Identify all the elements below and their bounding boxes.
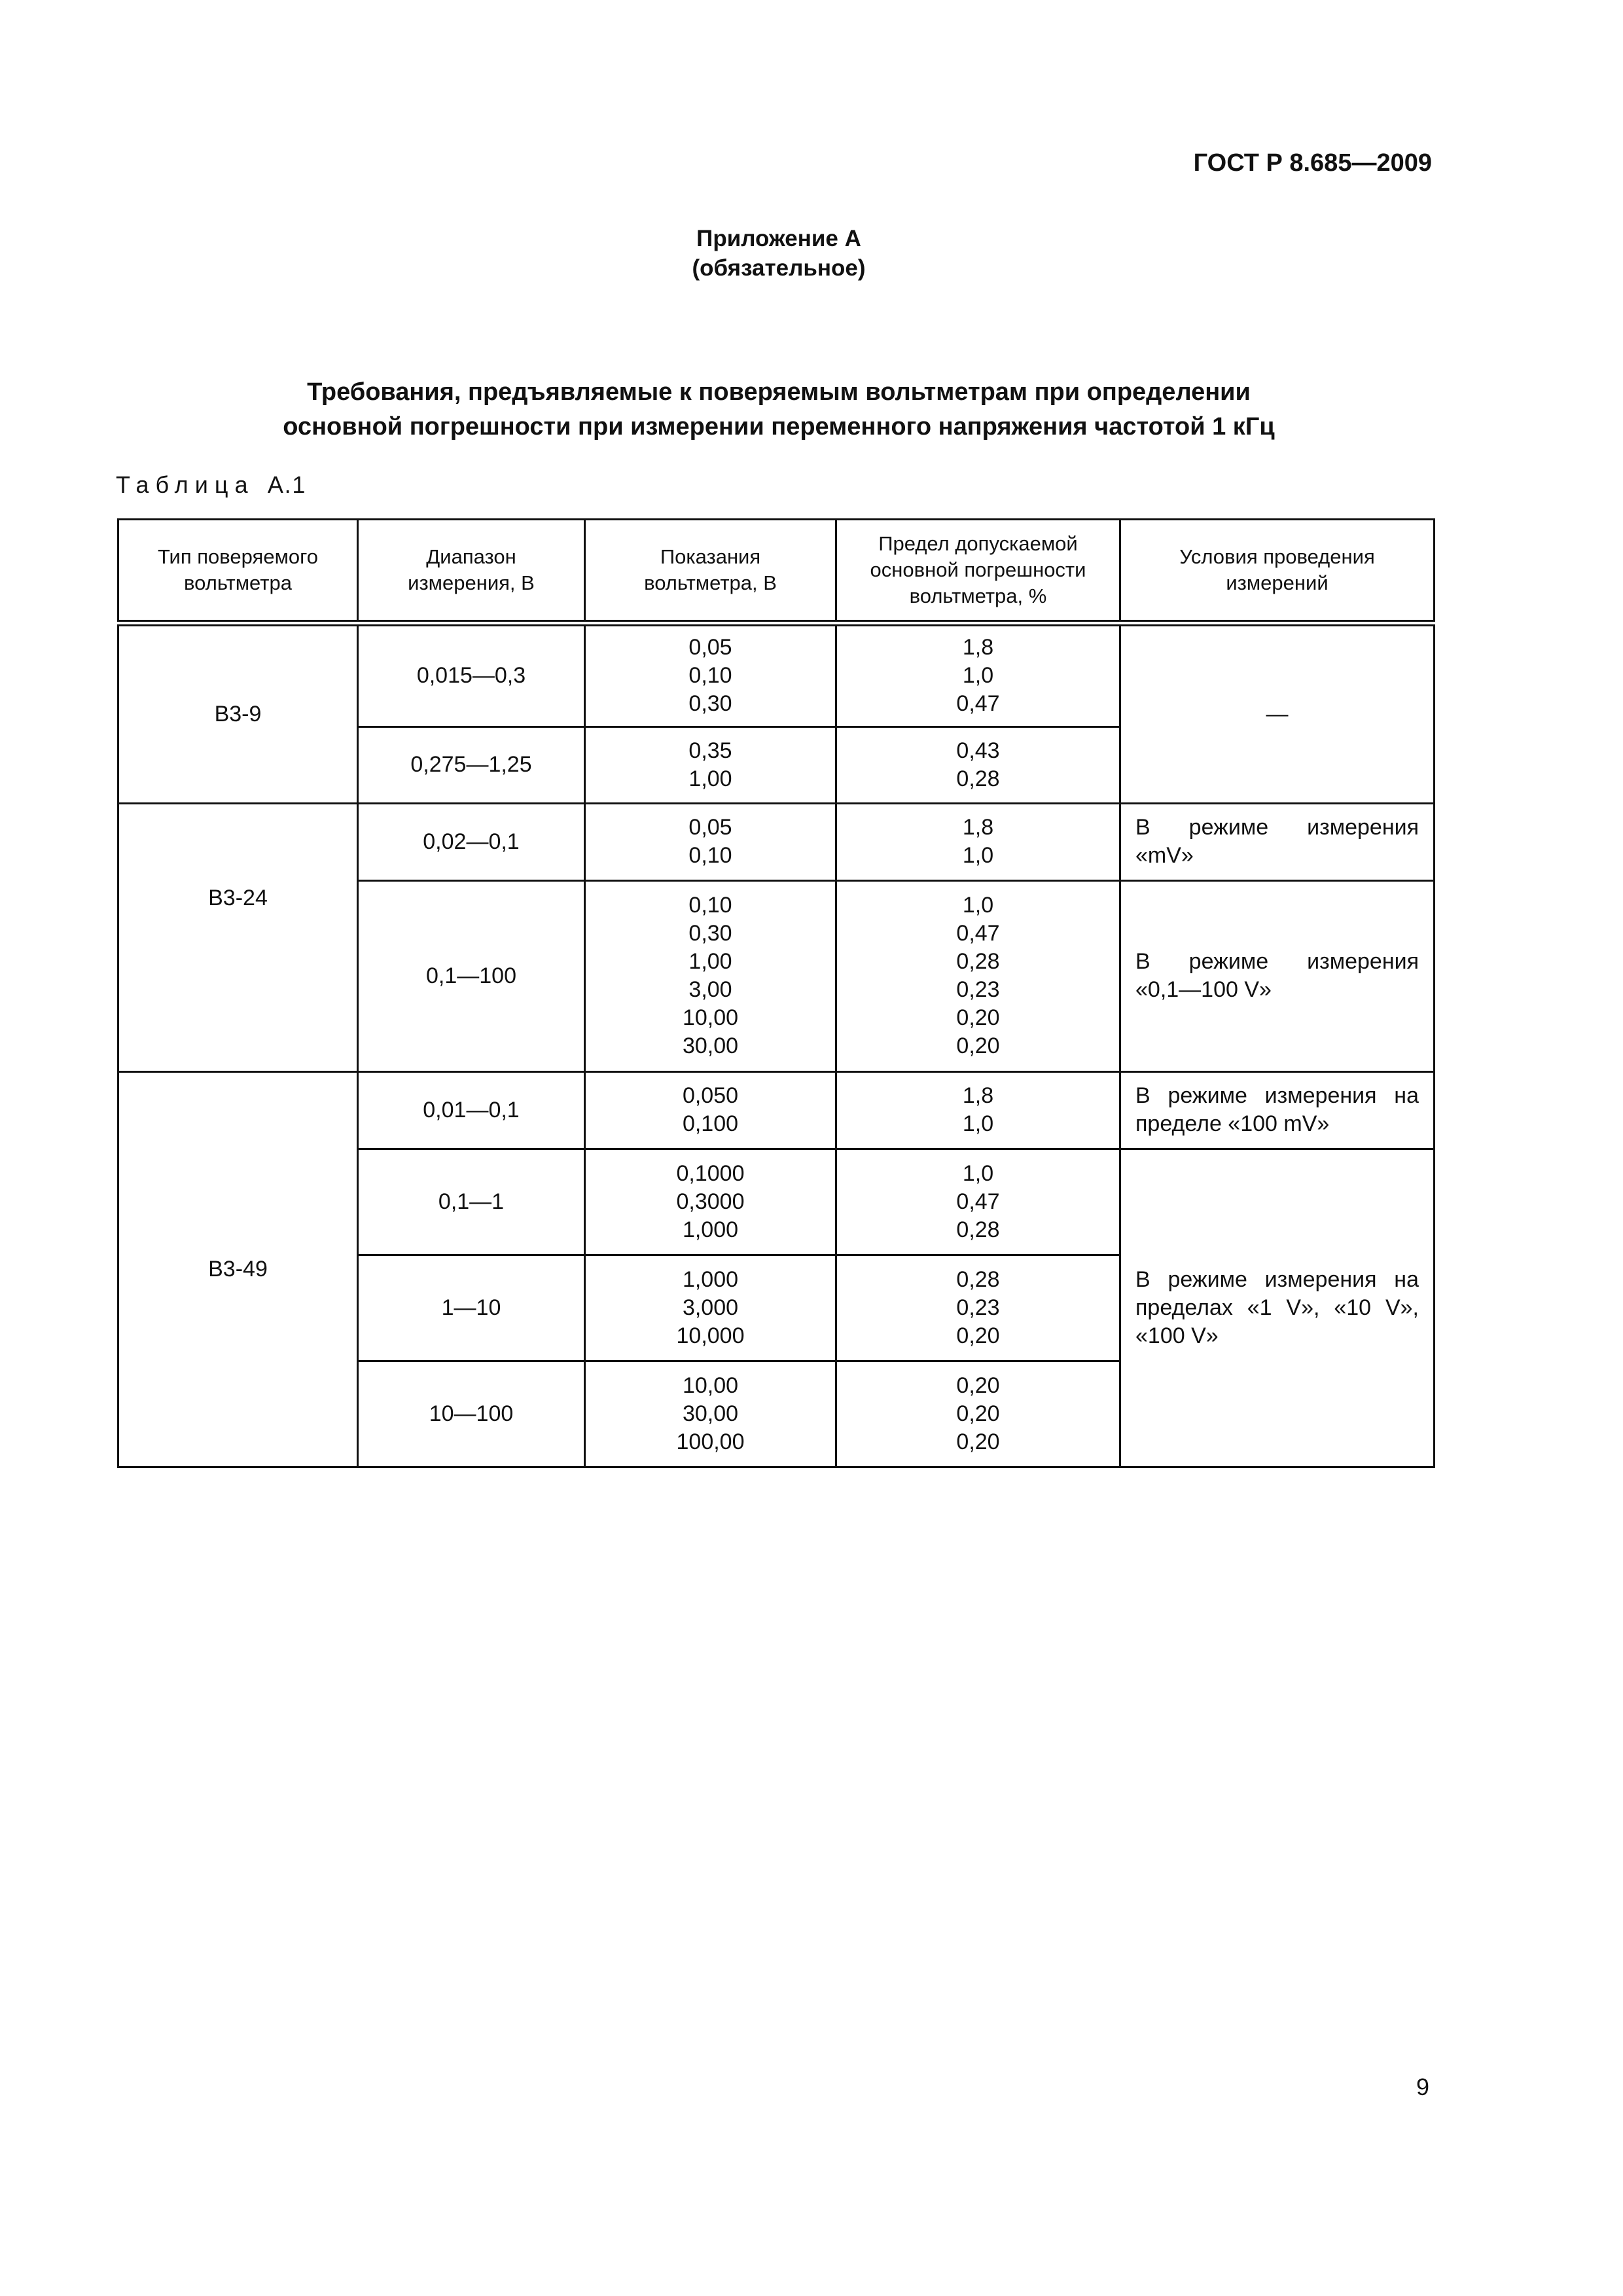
document-title [0, 375, 1558, 444]
table-row [118, 623, 1435, 726]
voltmeter-type-cell: В3-49 [118, 1071, 358, 1467]
table-row [118, 1071, 1435, 1149]
limit-cell: 1,0 0,47 0,28 [836, 1149, 1120, 1255]
table-caption-label: Таблица [116, 471, 255, 498]
limit-cell: 0,20 0,20 0,20 [836, 1361, 1120, 1467]
table-caption-number: А.1 [267, 471, 307, 498]
range-cell: 0,01—0,1 [358, 1071, 585, 1149]
range-cell: 0,1—100 [358, 880, 585, 1071]
document-title-line-1: Требования, предъявляемые к поверяемым вольтметрам при определении [307, 378, 1251, 406]
readings-cell: 0,05 0,10 [585, 803, 836, 880]
appendix-heading [0, 224, 1558, 283]
readings-cell: 1,000 3,000 10,000 [585, 1255, 836, 1361]
limit-cell: 0,43 0,28 [836, 726, 1120, 803]
conditions-cell: В режиме измерения на пределах «1 V», «10 V», «100 V» [1120, 1149, 1435, 1467]
readings-cell: 0,05 0,10 0,30 [585, 623, 836, 726]
conditions-cell: — [1120, 623, 1435, 803]
limit-cell: 1,8 1,0 0,47 [836, 623, 1120, 726]
conditions-cell: В режиме измерения «0,1—100 V» [1120, 880, 1435, 1071]
header-conditions: Условия проведения измерений [1120, 520, 1435, 624]
readings-cell: 0,35 1,00 [585, 726, 836, 803]
range-cell: 0,275—1,25 [358, 726, 585, 803]
table-row [118, 803, 1435, 880]
limit-cell: 1,8 1,0 [836, 803, 1120, 880]
readings-cell: 0,1000 0,3000 1,000 [585, 1149, 836, 1255]
appendix-status: (обязательное) [692, 255, 866, 281]
readings-cell: 10,00 30,00 100,00 [585, 1361, 836, 1467]
page-number: 9 [1416, 2073, 1430, 2100]
standard-code: ГОСТ Р 8.685—2009 [1193, 149, 1432, 177]
header-readings: Показания вольтметра, В [585, 520, 836, 624]
limit-cell: 1,8 1,0 [836, 1071, 1120, 1149]
header-measurement-range: Диапазон измерения, В [358, 520, 585, 624]
conditions-cell: В режиме измерения на пределе «100 mV» [1120, 1071, 1435, 1149]
table-caption [116, 471, 306, 499]
range-cell: 1—10 [358, 1255, 585, 1361]
conditions-cell: В режиме измерения «mV» [1120, 803, 1435, 880]
range-cell: 0,1—1 [358, 1149, 585, 1255]
requirements-table [117, 518, 1435, 1468]
voltmeter-type-cell: В3-9 [118, 623, 358, 803]
range-cell: 0,015—0,3 [358, 623, 585, 726]
limit-cell: 0,28 0,23 0,20 [836, 1255, 1120, 1361]
range-cell: 10—100 [358, 1361, 585, 1467]
appendix-title: Приложение А [696, 226, 861, 251]
header-voltmeter-type: Тип поверяемого вольтметра [118, 520, 358, 624]
limit-cell: 1,0 0,47 0,28 0,23 0,20 0,20 [836, 880, 1120, 1071]
readings-cell: 0,050 0,100 [585, 1071, 836, 1149]
readings-cell: 0,10 0,30 1,00 3,00 10,00 30,00 [585, 880, 836, 1071]
range-cell: 0,02—0,1 [358, 803, 585, 880]
header-error-limit: Предел допускаемой основной погрешности вольтметра, % [836, 520, 1120, 624]
document-title-line-2: основной погрешности при измерении переменного напряжения частотой 1 кГц [283, 413, 1275, 440]
voltmeter-type-cell: В3-24 [118, 803, 358, 1071]
table-header-row [118, 520, 1435, 624]
